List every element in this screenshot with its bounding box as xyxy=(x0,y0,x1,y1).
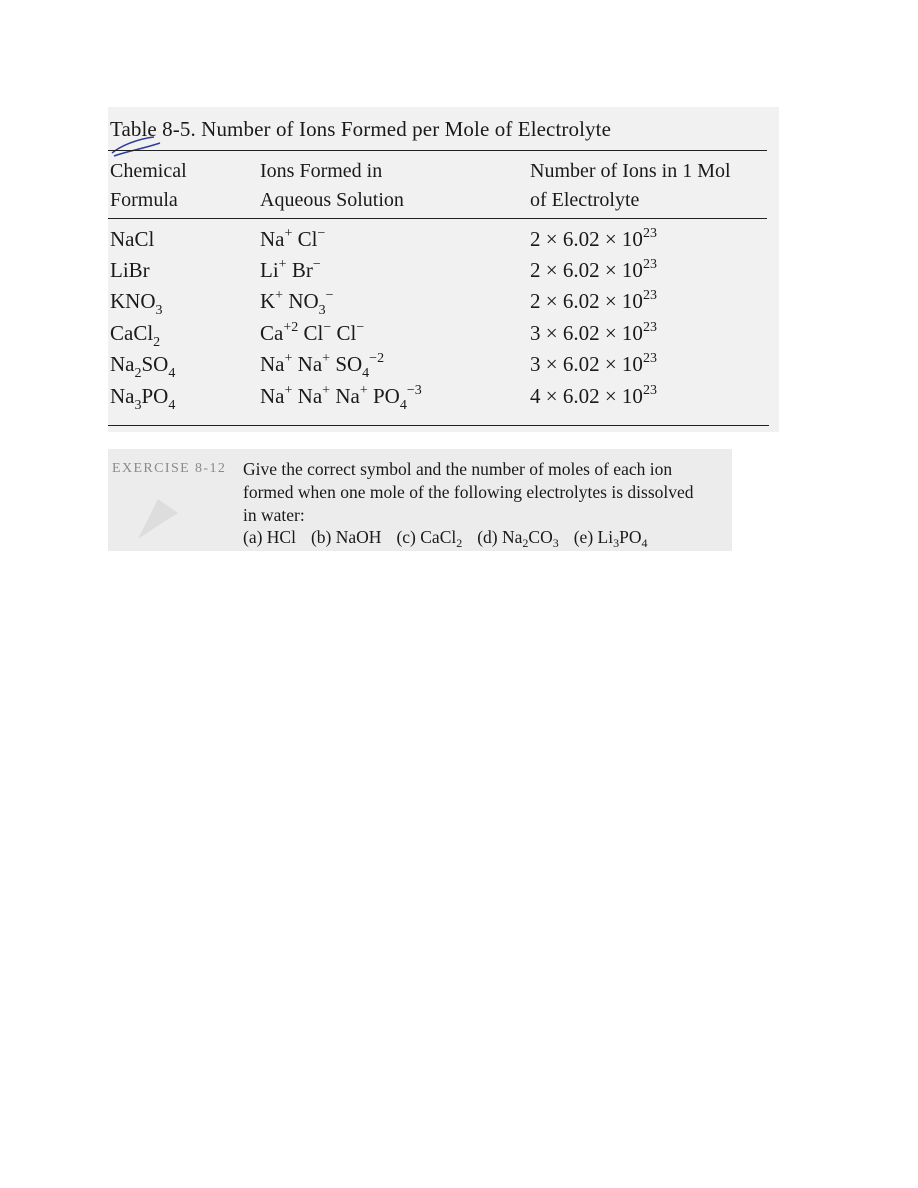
table-cell-ions: Li+ Br− xyxy=(260,257,321,282)
exercise-text-line: formed when one mole of the following electrolytes is dissolved xyxy=(243,482,694,502)
table-bottom-rule xyxy=(108,425,769,426)
table-cell-formula: LiBr xyxy=(110,258,150,282)
table-cell-formula: $Na_3PO_4$ xyxy=(110,384,176,413)
table-cell-ions: K+ $NO_3^-$ xyxy=(260,288,334,318)
table-cell-count: $2 \times 6.02 \times 10^{23}$ xyxy=(530,226,657,251)
exercise-option: (e) $Li_3PO_4$ xyxy=(573,527,648,550)
header-count: Number of Ions in 1 Mol of Electrolyte xyxy=(530,160,731,211)
exercise-option: (d) $Na_2CO_3$ xyxy=(477,527,559,550)
faint-figure-icon xyxy=(128,479,188,549)
exercise-option: (c) CaCl$_2$ xyxy=(396,527,463,550)
table-cell-formula: $KNO_3$ xyxy=(110,289,163,318)
table-top-rule xyxy=(108,150,767,151)
table-cell-count: $2 \times 6.02 \times 10^{23}$ xyxy=(530,257,657,282)
exercise-option: (a) HCl xyxy=(243,527,296,547)
exercise-text-line: in water: xyxy=(243,505,305,525)
table-cell-count: $3 \times 6.02 \times 10^{23}$ xyxy=(530,351,657,376)
table-title: Table 8-5. Number of Ions Formed per Mole of Electrolyte xyxy=(110,117,611,141)
table-scan xyxy=(108,107,779,432)
table-cell-ions: $Ca^{+2}$ Cl− Cl− xyxy=(260,320,365,345)
table-cell-formula: $Na_2SO_4$ xyxy=(110,352,176,381)
exercise-options xyxy=(243,527,647,548)
exercise-option: (b) NaOH xyxy=(310,527,382,547)
header-rule xyxy=(108,218,767,219)
table-cell-count: $2 \times 6.02 \times 10^{23}$ xyxy=(530,288,657,313)
exercise-box xyxy=(108,449,732,551)
table-cell-formula: NaCl xyxy=(110,227,155,251)
exercise-label: EXERCISE 8-12 xyxy=(112,461,227,476)
exercise-text-line: Give the correct symbol and the number of moles of each ion xyxy=(243,459,673,479)
table-cell-count: $3 \times 6.02 \times 10^{23}$ xyxy=(530,320,657,345)
table-cell-ions: Na+ Na+ Na+ $PO_4^{-3}$ xyxy=(260,383,422,413)
header-ions: Ions Formed in Aqueous Solution xyxy=(260,160,404,211)
table-cell-formula: CaCl$_2$ xyxy=(110,321,161,350)
table-cell-ions: Na+ Cl− xyxy=(260,226,326,251)
header-formula: Chemical Formula xyxy=(110,160,187,211)
table-cell-ions: Na+ Na+ $SO_4^{-2}$ xyxy=(260,351,385,381)
table-cell-count: $4 \times 6.02 \times 10^{23}$ xyxy=(530,383,657,408)
